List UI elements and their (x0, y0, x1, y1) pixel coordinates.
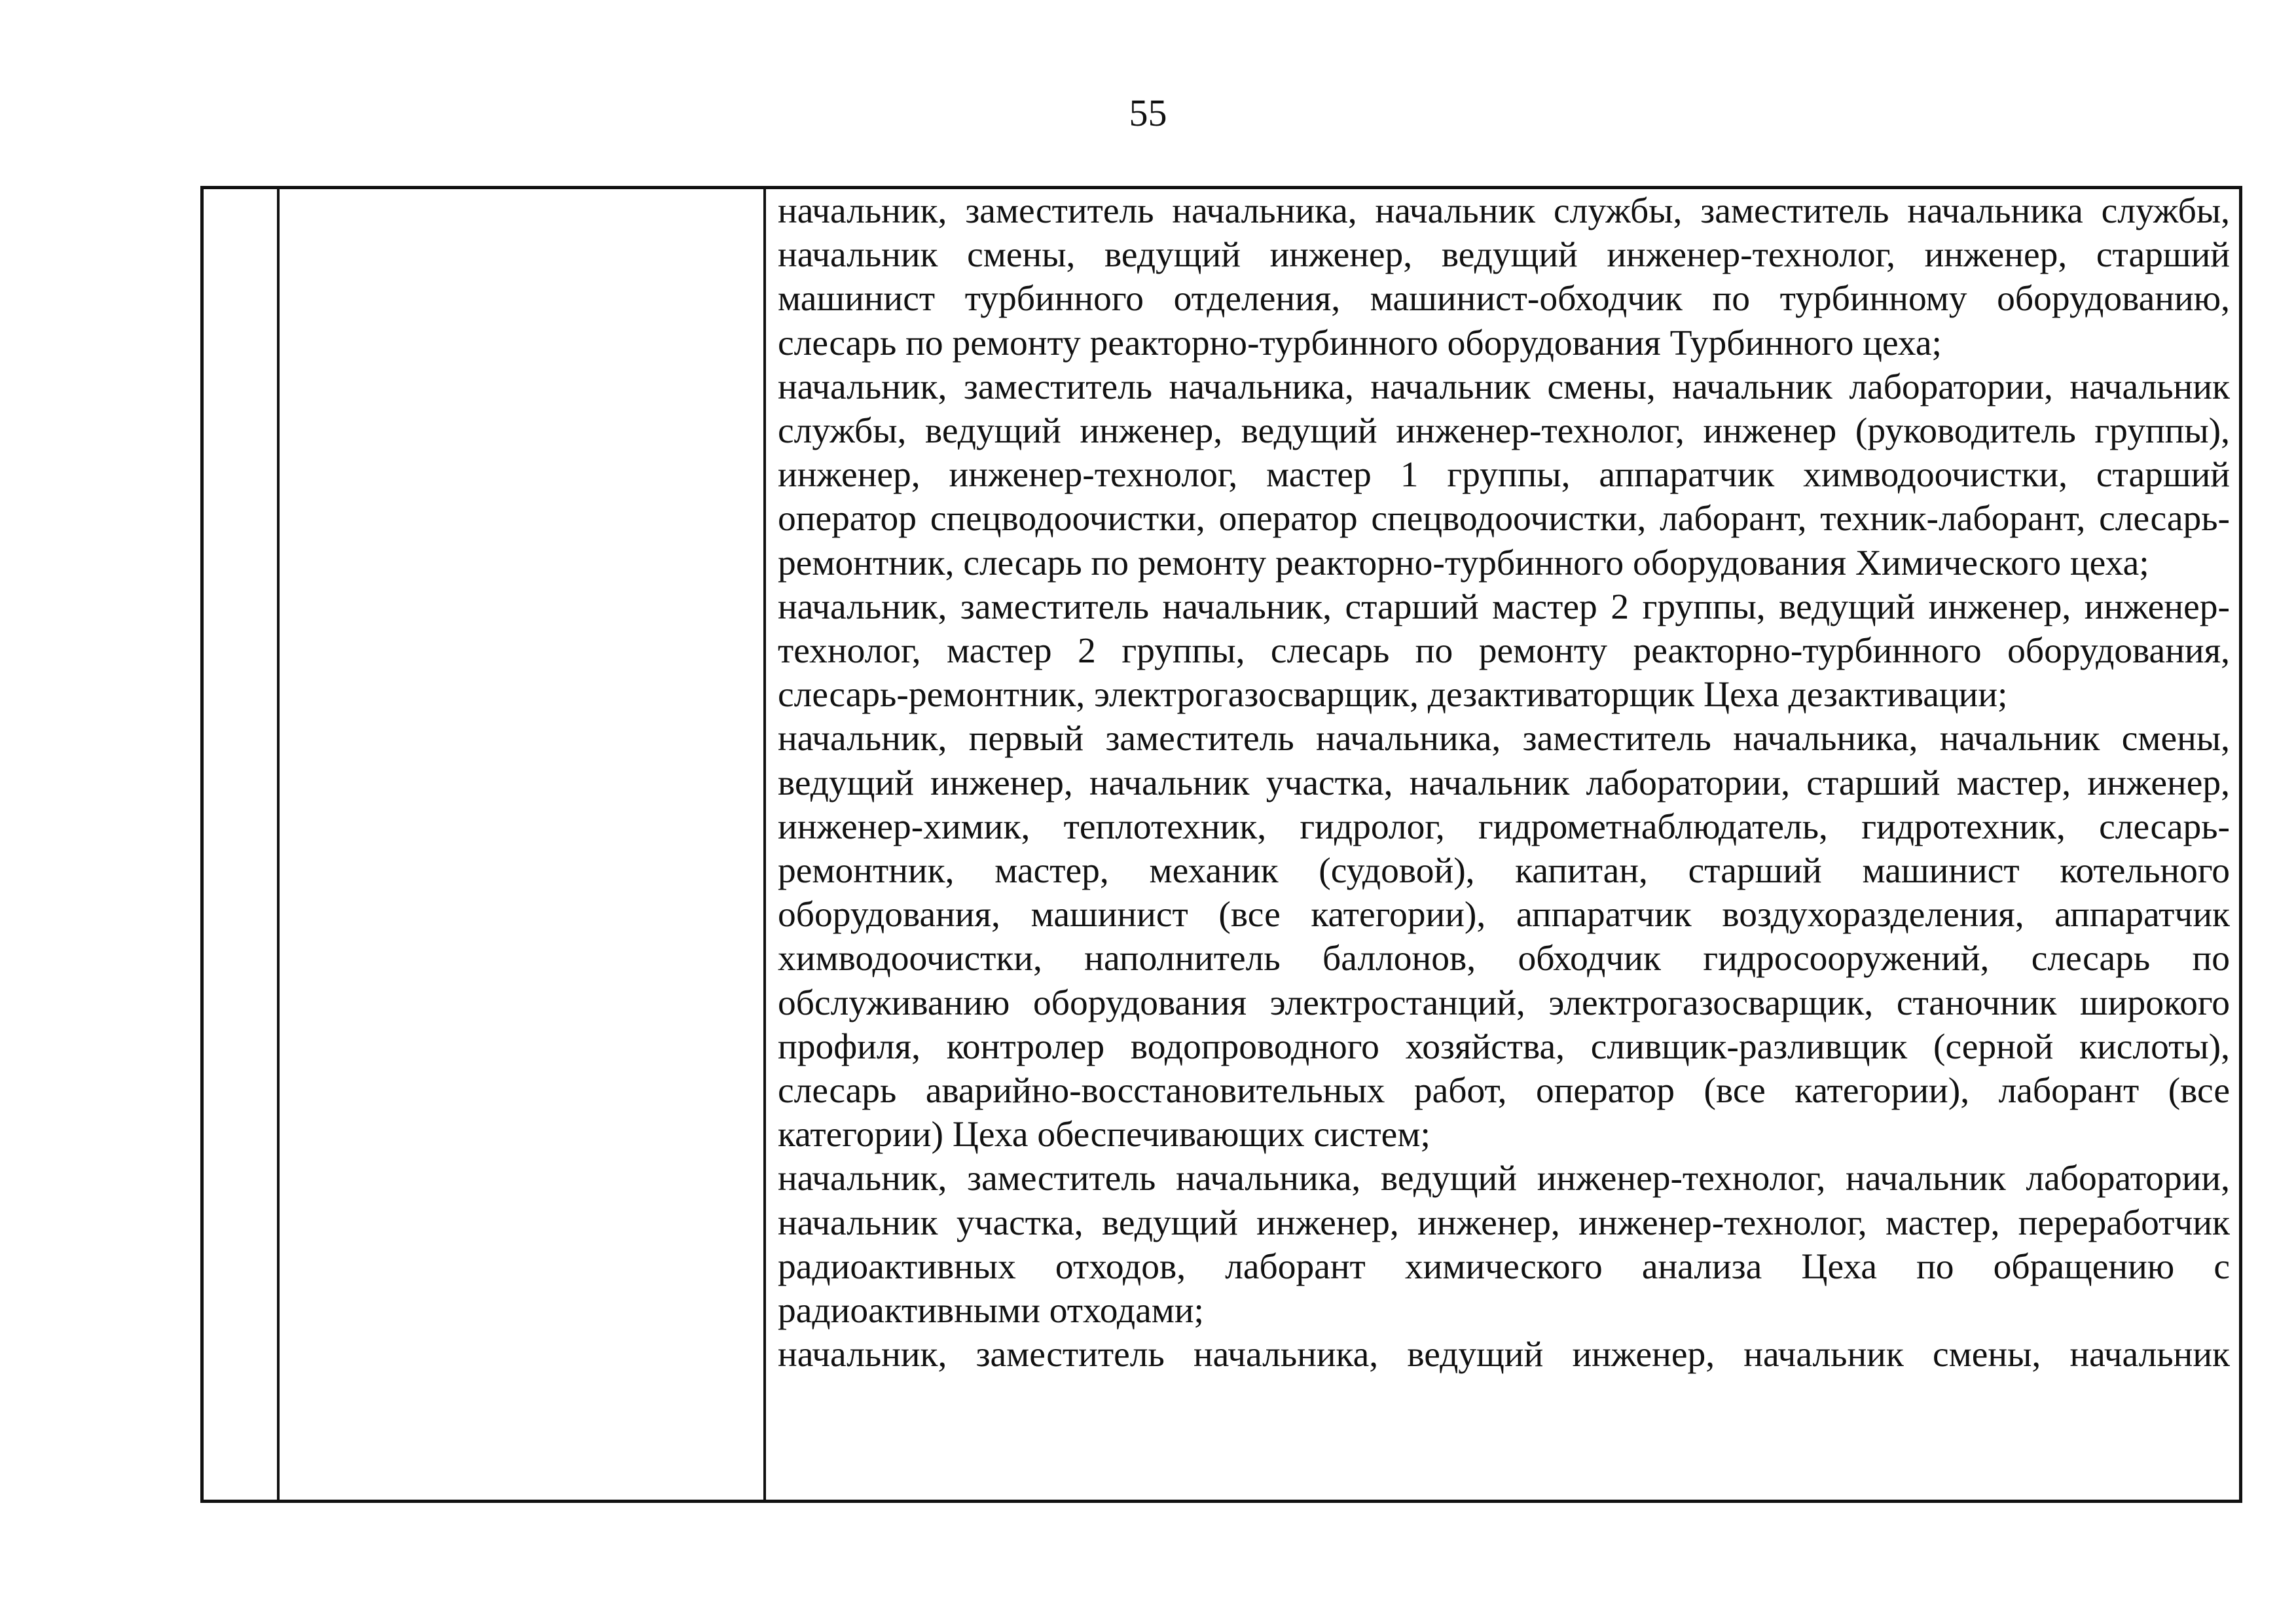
paragraph-chemical-shop: начальник, заместитель начальника, начальник смены, начальник лаборатории, начальник службы, ведущий инженер, ведущий инженер-технолог, инженер (руководитель группы), инженер, инженер-технолог, мастер 1 группы, аппаратчик химводоочистки, старший оператор спецводоочистки, оператор спецводоочистки, лаборант, техник-лаборант, слесарь-ремонтник, слесарь по ремонту реакторно-турбинного оборудования Химического цеха; (778, 367, 2230, 583)
page-number: 55 (1129, 92, 1167, 134)
column-divider-1 (277, 189, 280, 1500)
paragraph-radioactive-waste-shop: начальник, заместитель начальника, ведущий инженер-технолог, начальник лаборатории, начальник участка, ведущий инженер, инженер, инженер-технолог, мастер, переработчик радиоактивных отходов, лаборант химического анализа Цеха по обращению с радиоактивными отходами; (778, 1159, 2230, 1331)
paragraph-turbine-shop: начальник, заместитель начальника, начальник службы, заместитель начальника службы, начальник смены, ведущий инженер, ведущий инженер-технолог, инженер, старший машинист турбинного отделения, машинист-обходчик по турбинному оборудованию, слесарь по ремонту реакторно-турбинного оборудования Турбинного цеха; (778, 191, 2230, 363)
paragraph-continued: начальник, заместитель начальника, ведущий инженер, начальник смены, начальник (778, 1335, 2230, 1375)
positions-cell (778, 189, 2230, 1500)
paragraph-decontamination-shop: начальник, заместитель начальник, старший мастер 2 группы, ведущий инженер, инженер-технолог, мастер 2 группы, слесарь по ремонту реакторно-турбинного оборудования, слесарь-ремонтник, электрогазосварщик, дезактиваторщик Цеха дезактивации; (778, 586, 2230, 715)
column-divider-2 (763, 189, 766, 1500)
paragraph-support-systems-shop: начальник, первый заместитель начальника, заместитель начальника, начальник смены, ведущий инженер, начальник участка, начальник лаборатории, старший мастер, инженер, инженер-химик, теплотехник, гидролог, гидрометнаблюдатель, гидротехник, слесарь-ремонтник, мастер, механик (судовой), капитан, старший машинист котельного оборудования, машинист (все категории), аппаратчик воздухоразделения, аппаратчик химводоочистки, наполнитель баллонов, обходчик гидросооружений, слесарь по обслуживанию оборудования электростанций, электрогазосварщик, станочник широкого профиля, контролер водопроводного хозяйства, сливщик-разливщик (серной кислоты), слесарь аварийно-восстановительных работ, оператор (все категории), лаборант (все категории) Цеха обеспечивающих систем; (778, 719, 2230, 1155)
document-table (200, 186, 2242, 1503)
